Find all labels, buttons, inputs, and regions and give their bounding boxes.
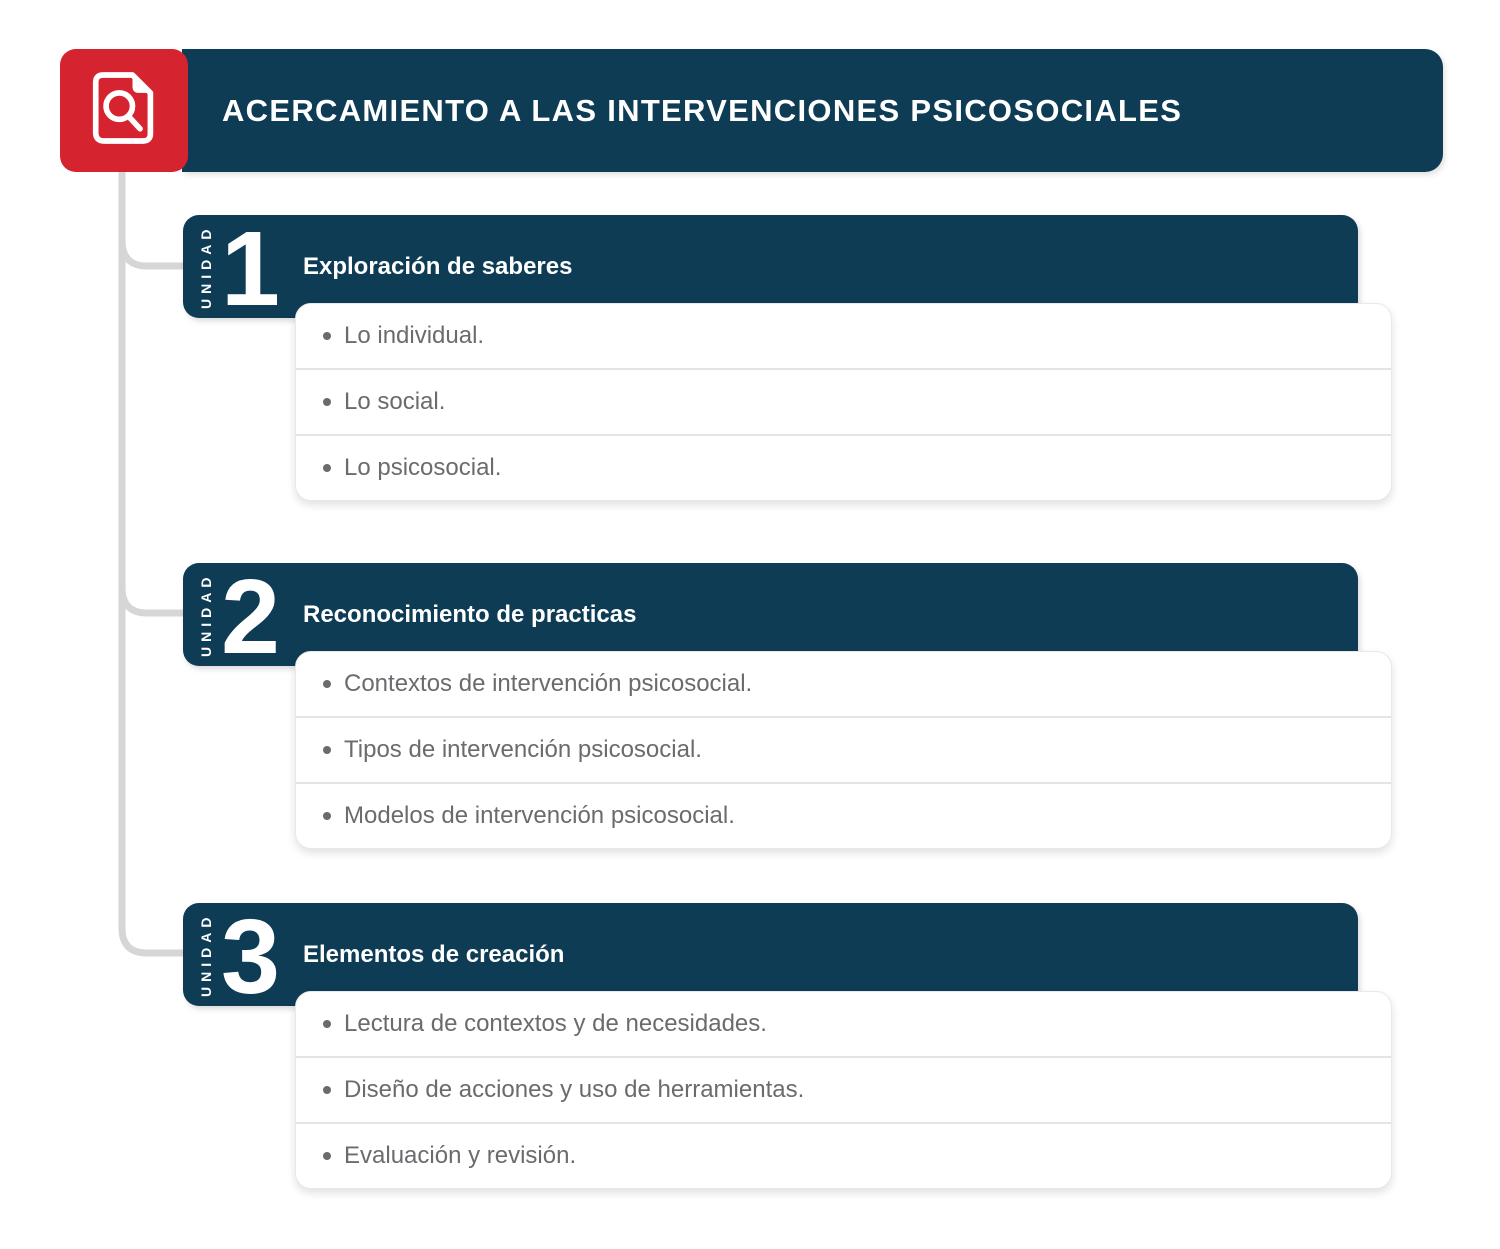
page-title: ACERCAMIENTO A LAS INTERVENCIONES PSICOSOCIALES xyxy=(222,92,1183,128)
bullet-icon xyxy=(323,812,331,820)
header-icon-box xyxy=(60,49,188,172)
unit-number: 2 xyxy=(221,557,280,676)
unit-label: UNIDAD xyxy=(198,572,214,657)
list-item-text: Contextos de intervención psicosocial. xyxy=(344,670,753,697)
bullet-icon xyxy=(323,332,331,340)
unit-title: Exploración de saberes xyxy=(303,252,573,280)
list-item-text: Lectura de contextos y de necesidades. xyxy=(344,1010,767,1037)
unit-label: UNIDAD xyxy=(198,224,214,309)
unit-title: Reconocimiento de practicas xyxy=(303,600,637,628)
bullet-icon xyxy=(323,746,331,754)
bullet-icon xyxy=(323,1020,331,1028)
list-item-text: Lo individual. xyxy=(344,322,485,349)
list-item xyxy=(296,1056,1391,1122)
unit-title: Elementos de creación xyxy=(303,940,565,968)
list-item xyxy=(296,992,1391,1056)
list-item-text: Lo psicosocial. xyxy=(344,454,502,481)
bullet-icon xyxy=(323,1152,331,1160)
list-item xyxy=(296,782,1391,848)
bullet-icon xyxy=(323,1086,331,1094)
list-item-text: Diseño de acciones y uso de herramientas. xyxy=(344,1076,805,1103)
header-bar xyxy=(182,49,1443,172)
list-item xyxy=(296,304,1391,368)
list-item xyxy=(296,716,1391,782)
list-item-text: Evaluación y revisión. xyxy=(344,1142,577,1169)
unit-3-topics-card xyxy=(295,991,1392,1189)
list-item-text: Tipos de intervención psicosocial. xyxy=(344,736,702,763)
bullet-icon xyxy=(323,398,331,406)
bullet-icon xyxy=(323,464,331,472)
document-search-icon xyxy=(91,70,157,151)
unit-label: UNIDAD xyxy=(198,912,214,997)
unit-number: 3 xyxy=(221,897,280,1016)
list-item xyxy=(296,1122,1391,1188)
list-item-text: Modelos de intervención psicosocial. xyxy=(344,802,735,829)
unit-number: 1 xyxy=(221,209,280,328)
list-item xyxy=(296,368,1391,434)
list-item xyxy=(296,652,1391,716)
list-item xyxy=(296,434,1391,500)
bullet-icon xyxy=(323,680,331,688)
list-item-text: Lo social. xyxy=(344,388,446,415)
unit-2-topics-card xyxy=(295,651,1392,849)
unit-1-topics-card xyxy=(295,303,1392,501)
